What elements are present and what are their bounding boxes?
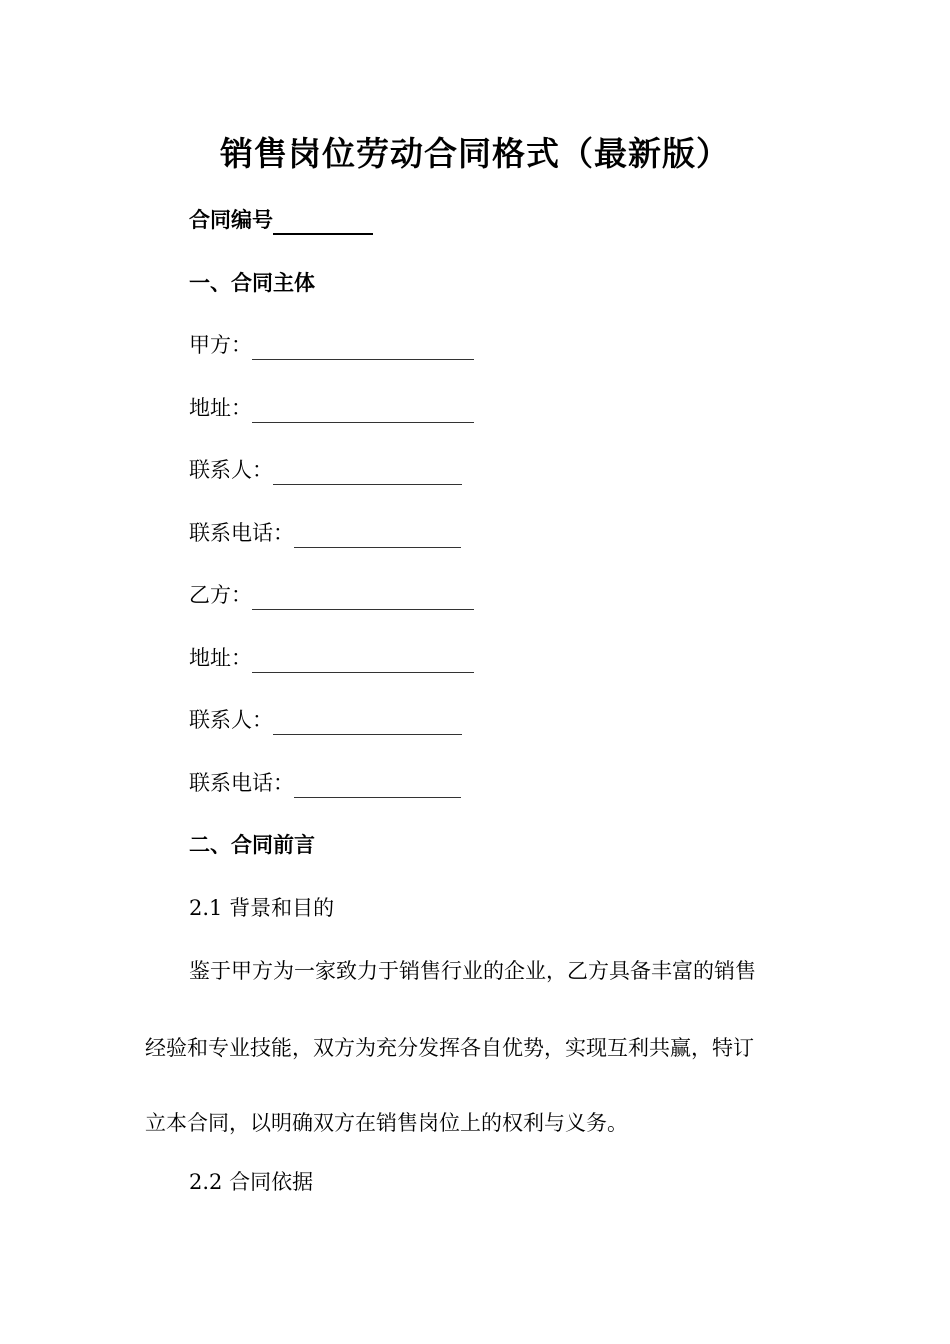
party-a-phone-row — [189, 518, 461, 548]
party-a-address-label: 地址： — [189, 396, 252, 420]
paragraph-line-2: 经验和专业技能，双方为充分发挥各自优势，实现互利共赢，特订 — [145, 1036, 754, 1060]
section2-heading: 二、合同前言 — [189, 833, 315, 857]
paragraph-line-1: 鉴于甲方为一家致力于销售行业的企业，乙方具备丰富的销售 — [189, 959, 756, 983]
party-a-contact-row — [189, 455, 462, 485]
contract-number-row — [189, 205, 373, 235]
paragraph-line-3: 立本合同，以明确双方在销售岗位上的权利与义务。 — [145, 1111, 628, 1135]
party-a-address-row — [189, 393, 474, 423]
party-b-name-blank[interactable] — [252, 587, 474, 610]
party-b-contact-row — [189, 705, 462, 735]
contract-number-blank[interactable] — [273, 211, 373, 235]
party-a-address-blank[interactable] — [252, 400, 474, 423]
party-a-name-label: 甲方： — [189, 333, 252, 357]
party-b-name-label: 乙方： — [189, 583, 252, 607]
party-b-address-blank[interactable] — [252, 650, 474, 673]
party-a-phone-label: 联系电话： — [189, 521, 294, 545]
party-a-name-blank[interactable] — [252, 337, 474, 360]
subsection-2-1-heading: 2.1 背景和目的 — [189, 896, 335, 920]
party-b-phone-blank[interactable] — [294, 775, 461, 798]
party-b-address-label: 地址： — [189, 646, 252, 670]
contract-number-label: 合同编号 — [189, 208, 273, 232]
party-b-address-row — [189, 643, 474, 673]
subsection-2-2-heading: 2.2 合同依据 — [189, 1170, 314, 1194]
party-a-contact-blank[interactable] — [273, 462, 462, 485]
section1-heading: 一、合同主体 — [189, 271, 315, 295]
party-b-name-row — [189, 580, 474, 610]
document-title: 销售岗位劳动合同格式（最新版） — [220, 134, 730, 173]
party-b-phone-label: 联系电话： — [189, 771, 294, 795]
party-b-contact-label: 联系人： — [189, 708, 273, 732]
party-a-name-row — [189, 330, 474, 360]
party-a-phone-blank[interactable] — [294, 525, 461, 548]
party-a-contact-label: 联系人： — [189, 458, 273, 482]
party-b-contact-blank[interactable] — [273, 712, 462, 735]
party-b-phone-row — [189, 768, 461, 798]
